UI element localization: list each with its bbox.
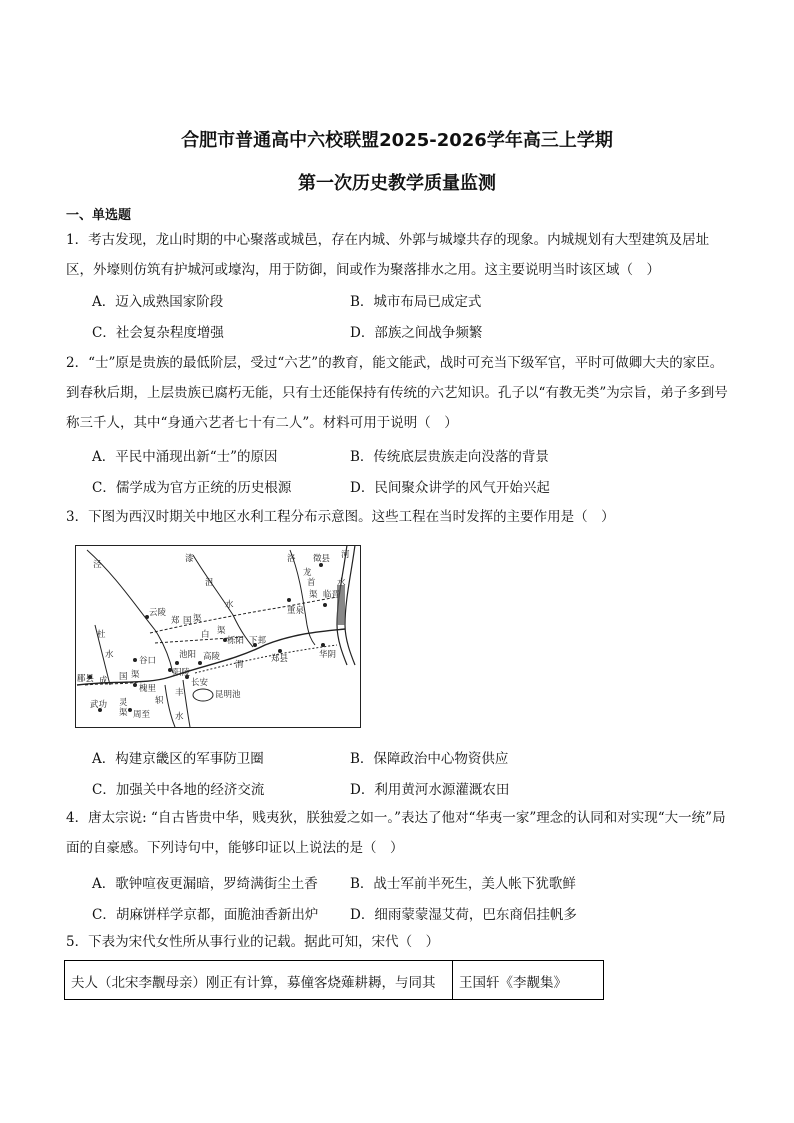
map-label: 栎阳 [227, 636, 245, 646]
records-table [64, 960, 604, 1000]
option-d[interactable]: D．民间聚众讲学的风气开始兴起 [350, 479, 550, 496]
option-c[interactable]: C．儒学成为官方正统的历史根源 [92, 479, 292, 496]
map-label: 渭 [235, 660, 244, 670]
option-b[interactable]: B．战士军前半死生，美人帐下犹歌鲜 [350, 875, 576, 892]
map-label: 水 [225, 600, 234, 610]
map-label: 池阳 [179, 650, 197, 660]
map-label: 郿县 [77, 674, 95, 684]
option-c[interactable]: C．社会复杂程度增强 [92, 324, 224, 341]
map-label: 重泉 [287, 606, 305, 616]
option-a[interactable]: A．构建京畿区的军事防卫圈 [92, 750, 264, 767]
question-2: 2．“士”原是贵族的最低阶层，受过“六艺”的教育，能文能武，战时可充当下级军官，平时可做卿大夫的家臣。到春秋后期，上层贵族已腐朽无能，只有士还能保持有传统的六艺知识。孔子以“有教无类”为宗旨，弟子多到号称三千人，其中“身通六艺者七十有二人”。材料可用于说明（ ） [66, 355, 728, 431]
map-label: 徵县 [313, 554, 331, 564]
exam-title-line1: 合肥市普通高中六校联盟2025-2026学年高三上学期 [181, 130, 613, 151]
option-a[interactable]: A．迈入成熟国家阶段 [92, 293, 224, 310]
option-a[interactable]: A．平民中涌现出新“士”的原因 [92, 448, 278, 465]
question-1-options [92, 284, 732, 346]
map-label: 周至 [133, 710, 151, 720]
question-4-options [92, 866, 732, 928]
option-c[interactable]: C．加强关中各地的经济交流 [92, 781, 265, 798]
map-label: 下邽 [249, 636, 267, 646]
option-d[interactable]: D．细雨蒙蒙湿艾荷，巴东商侣挂帆多 [350, 906, 577, 923]
question-3-options [92, 741, 732, 803]
exam-title-line2: 第一次历史教学质量监测 [298, 173, 496, 194]
map-label: 国 [119, 672, 128, 682]
map-label: 渠 [217, 626, 226, 636]
map-label: 龙 [303, 568, 312, 578]
question-5: 5．下表为宋代女性所从事行业的记载。据此可知，宋代（ ） [66, 934, 440, 950]
map-label: 昆明池 [215, 690, 241, 700]
map-label: 丰 [175, 688, 184, 698]
map-label: 白 [201, 630, 210, 640]
map-label: 轵 [155, 696, 164, 706]
option-d[interactable]: D．部族之间战争频繁 [350, 324, 483, 341]
map-label: 泾 [93, 560, 102, 570]
option-d[interactable]: D．利用黄河水源灌溉农田 [350, 781, 510, 798]
map-label: 云陵 [149, 608, 167, 618]
map-label: 槐里 [139, 684, 157, 694]
map-label: 长安 [191, 678, 209, 688]
option-b[interactable]: B．传统底层贵族走向没落的背景 [350, 448, 549, 465]
map-label: 高陵 [203, 652, 221, 662]
map-label: 河 [341, 550, 350, 560]
map-label: 漆 [185, 554, 194, 564]
table-cell-source: 王国轩《李觏集》 [459, 975, 567, 991]
option-b[interactable]: B．城市布局已成定式 [350, 293, 482, 310]
map-label: 临晋 [323, 590, 341, 600]
section-heading: 一、单选题 [66, 208, 132, 223]
map-label: 杜 [97, 630, 106, 640]
map-label: 渠 [193, 614, 202, 624]
option-b[interactable]: B．保障政治中心物资供应 [350, 750, 509, 767]
map-label: 洛 [287, 554, 296, 564]
map-label: 成 [99, 676, 108, 686]
map-label: 渠 [309, 590, 318, 600]
map-label: 武功 [90, 700, 108, 710]
option-c[interactable]: C．胡麻饼样学京都，面脆油香新出炉 [92, 906, 319, 923]
question-3: 3．下图为西汉时期关中地区水利工程分布示意图。这些工程在当时发挥的主要作用是（ ） [66, 509, 615, 525]
map-label: 首 [307, 578, 316, 588]
map-label: 渠 [131, 670, 140, 680]
irrigation-map [75, 545, 361, 728]
map-label: 水 [175, 712, 184, 722]
map-label: 沮 [205, 578, 214, 588]
map-label: 水 [337, 578, 346, 588]
map-label: 郑 [171, 616, 180, 626]
question-1: 1．考古发现，龙山时期的中心聚落或城邑，存在内城、外郭与城壕共存的现象。内城规划有大型建筑及居址区，外壕则仿筑有护城河或壕沟，用于防御，间或作为聚落排水之用。这主要说明当时该区域（ ） [66, 232, 710, 278]
map-label: 华阴 [319, 650, 337, 660]
question-4: 4．唐太宗说: “自古皆贵中华，贱夷狄，朕独爱之如一。”表达了他对“华夷一家”理念的认同和对实现“大一统”局面的自豪感。下列诗句中，能够印证以上说法的是（ ） [66, 810, 726, 856]
option-a[interactable]: A．歌钟喧夜更漏暗，罗绮满街尘土香 [92, 875, 318, 892]
map-label: 灵 [119, 698, 128, 708]
map-label: 谷口 [139, 656, 157, 666]
map-label: 郑县 [271, 654, 289, 664]
map-label: 渠 [119, 708, 128, 718]
map-label: 国 [183, 616, 192, 626]
table-cell-record: 夫人（北宋李觏母亲）刚正有计算，募僮客烧薙耕耨，与同其 [65, 961, 453, 999]
question-2-options [92, 439, 732, 501]
map-label: 阳陵 [173, 668, 191, 678]
map-label: 水 [105, 650, 114, 660]
